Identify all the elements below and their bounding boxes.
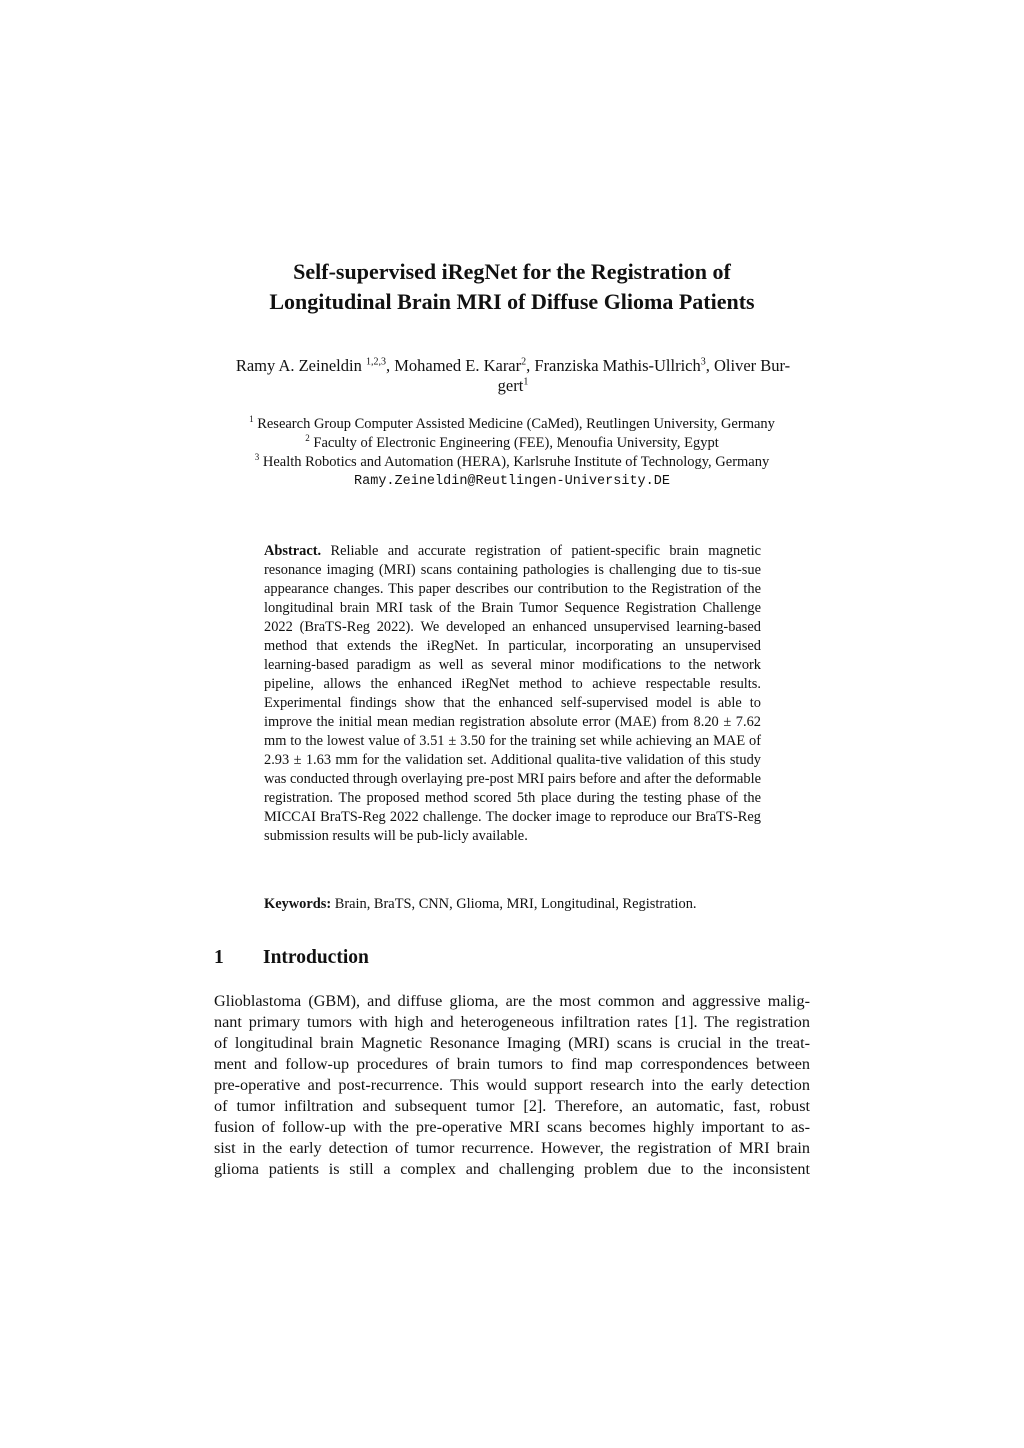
paper-title-line-1: Self-supervised iRegNet for the Registration of <box>293 259 731 284</box>
corresponding-email: Ramy.Zeineldin@Reutlingen-University.DE <box>354 474 670 489</box>
abstract <box>264 542 761 846</box>
author-list <box>218 356 808 396</box>
affiliation-list <box>200 415 824 491</box>
paragraph-line: ment and follow-up procedures of brain tumors to find map correspondences between <box>214 1055 810 1073</box>
introduction-paragraph <box>214 991 810 1180</box>
paragraph-line: glioma patients is still a complex and challenging problem due to the inconsistent <box>214 1160 810 1178</box>
paragraph-line: of tumor infiltration and subsequent tumor [2]. Therefore, an automatic, fast, robust <box>214 1097 810 1115</box>
author-name-continued: gert <box>497 376 524 395</box>
section-number: 1 <box>214 947 224 968</box>
affiliation-number: 1 <box>249 414 254 425</box>
affiliation-text: Faculty of Electronic Engineering (FEE), Menoufia University, Egypt <box>309 435 719 451</box>
affiliation-number: 3 <box>254 452 260 463</box>
author-affiliation-marker: 2 <box>521 356 527 368</box>
affiliation-item <box>200 453 824 472</box>
author-name: , Franziska Mathis-Ullrich <box>526 356 701 375</box>
paragraph-line: pre-operative and post-recurrence. This would support research into the early detection <box>214 1076 810 1094</box>
affiliation-text: Research Group Computer Assisted Medicine (CaMed), Reutlingen University, Germany <box>253 416 775 432</box>
author-name: , Oliver Bur- <box>705 356 791 375</box>
paragraph-line: Glioblastoma (GBM), and diffuse glioma, are the most common and aggressive malig- <box>214 992 810 1010</box>
affiliation-item <box>200 415 824 434</box>
author-affiliation-marker: 3 <box>700 356 706 368</box>
affiliation-number: 2 <box>305 433 310 444</box>
paper-title <box>0 257 1024 317</box>
affiliation-text: Health Robotics and Automation (HERA), Karlsruhe Institute of Technology, Germany <box>259 454 770 470</box>
paper-title-line-2: Longitudinal Brain MRI of Diffuse Glioma Patients <box>269 289 755 314</box>
paragraph-line: nant primary tumors with high and heterogeneous infiltration rates [1]. The registration <box>214 1013 810 1031</box>
paragraph-line: sist in the early detection of tumor recurrence. However, the registration of MRI brain <box>214 1139 810 1157</box>
author-name: Ramy A. Zeineldin <box>235 356 366 375</box>
abstract-label: Abstract. <box>264 543 322 559</box>
author-affiliation-marker: 1 <box>523 376 529 388</box>
keywords <box>264 895 761 914</box>
author-name: , Mohamed E. Karar <box>385 356 522 375</box>
paragraph-line: fusion of follow-up with the pre-operative MRI scans becomes highly important to as- <box>214 1118 810 1136</box>
section-title: Introduction <box>263 947 369 968</box>
keywords-text: Brain, BraTS, CNN, Glioma, MRI, Longitudinal, Registration. <box>331 896 697 912</box>
paragraph-line: of longitudinal brain Magnetic Resonance Imaging (MRI) scans is crucial in the treat- <box>214 1034 810 1052</box>
keywords-label: Keywords: <box>264 896 332 912</box>
abstract-text: Reliable and accurate registration of patient-specific brain magnetic resonance imaging (MRI) scans containing pathologies is challenging due to tis-sue appearance changes. This paper describes our contribution to the Registration of the longitudinal brain MRI task of the Brain Tumor Sequence Registration Challenge 2022 (BraTS-Reg 2022). We developed an enhanced unsupervised learning-based method that extends the iRegNet. In particular, incorporating an unsupervised learning-based paradigm as well as several minor modifications to the network pipeline, allows the enhanced iRegNet method to achieve respectable results. Experimental findings show that the enhanced self-supervised model is able to improve the initial mean median registration absolute error (MAE) from 8.20 ± 7.62 mm to the lowest value of 3.51 ± 3.50 for the training set while achieving an MAE of 2.93 ± 1.63 mm for the validation set. Additional qualita-tive validation of this study was conducted through overlaying pre-post MRI pairs before and after the deformable registration. The proposed method scored 5th place during the testing phase of the MICCAI BraTS-Reg 2022 challenge. The docker image to reproduce our BraTS-Reg submission results will be pub-licly available. <box>264 543 761 844</box>
section-heading-introduction <box>214 945 810 971</box>
affiliation-item <box>200 434 824 453</box>
author-affiliation-marker: 1,2,3 <box>365 356 386 368</box>
